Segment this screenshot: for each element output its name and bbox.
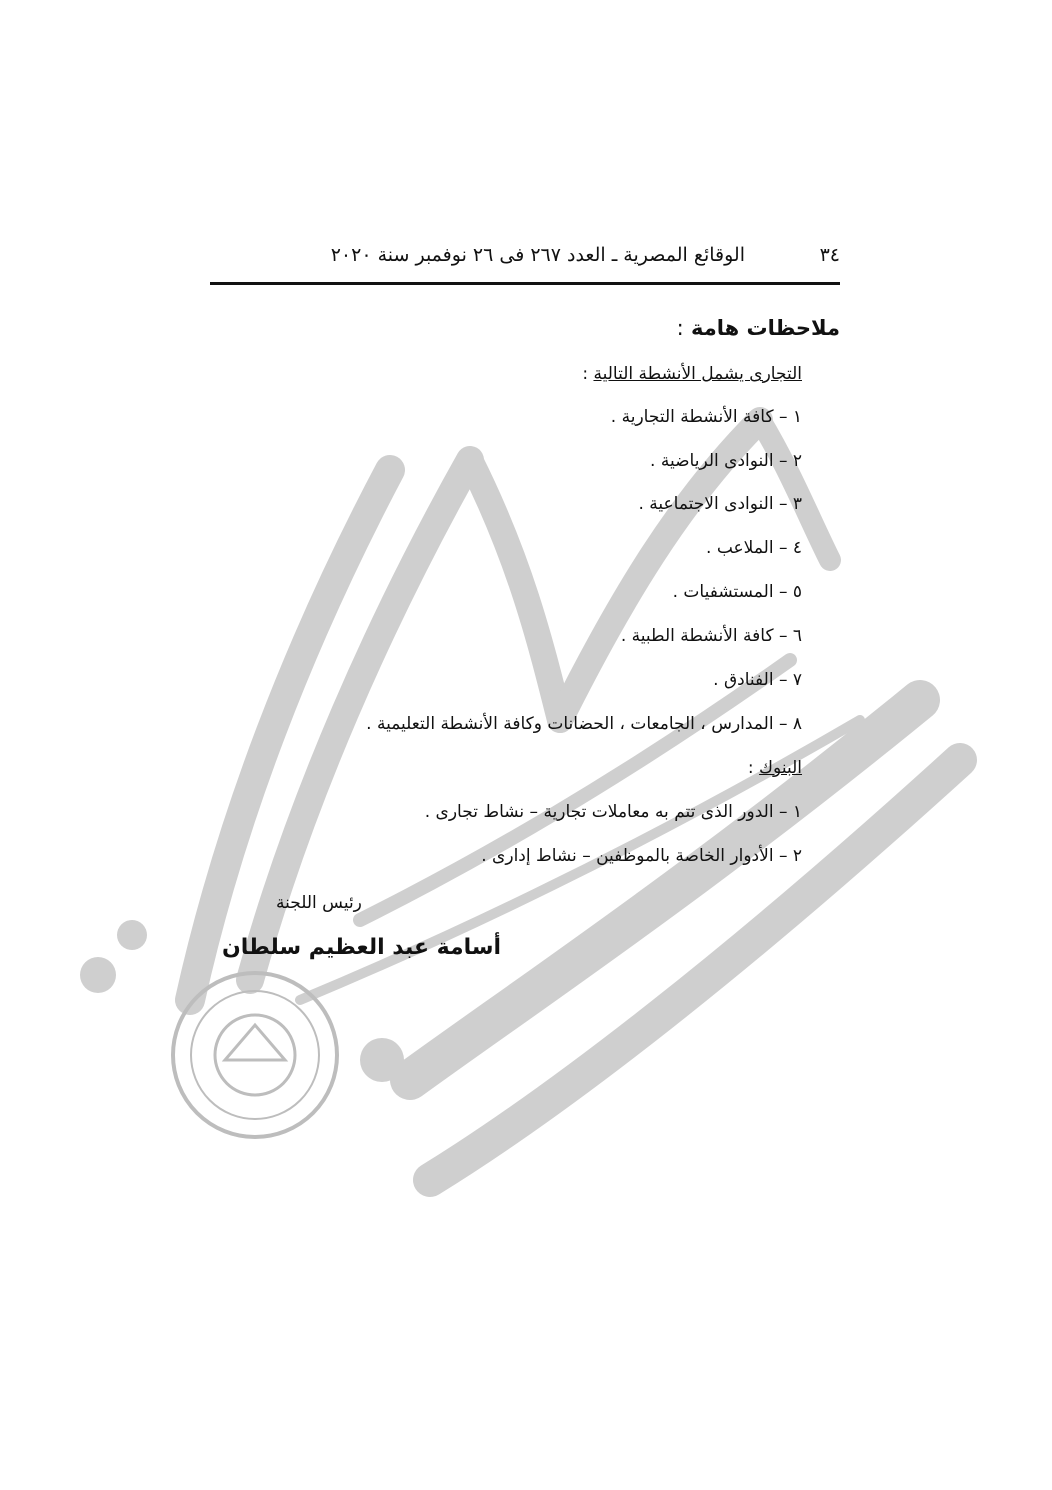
commercial-item: ١ – كافة الأنشطة التجارية . [610, 407, 802, 427]
gazette-header-title: الوقائع المصرية ـ العدد ٢٦٧ فى ٢٦ نوفمبر سنة ٢٠٢٠ [330, 244, 745, 266]
commercial-item: ٧ – الفنادق . [713, 670, 802, 690]
commercial-title-text: التجارى يشمل الأنشطة التالية [593, 364, 802, 384]
watermark-stroke [190, 470, 390, 1000]
seal-icon [173, 973, 337, 1137]
commercial-title-colon: : [582, 364, 589, 384]
commercial-item: ٨ – المدارس ، الجامعات ، الحضانات وكافة الأنشطة التعليمية . [366, 714, 802, 734]
watermark-dot [360, 1038, 404, 1082]
notes-heading-text: ملاحظات هامة [690, 316, 840, 340]
page-number: ٣٤ [819, 244, 840, 266]
watermark-dot [80, 957, 116, 993]
commercial-item: ٤ – الملاعب . [706, 538, 802, 558]
notes-heading [677, 316, 840, 340]
banks-title-text: البنوك [759, 758, 802, 778]
signature-name: أسامة عبد العظيم سلطان [222, 935, 502, 960]
header-rule [210, 282, 840, 285]
signature-title: رئيس اللجنة [276, 893, 362, 913]
banks-title-colon: : [747, 758, 754, 778]
commercial-item: ٦ – كافة الأنشطة الطبية . [620, 626, 802, 646]
banks-item: ٢ – الأدوار الخاصة بالموظفين – نشاط إدارى . [481, 846, 802, 866]
commercial-section-title [582, 364, 802, 384]
commercial-item: ٣ – النوادى الاجتماعية . [638, 494, 802, 514]
watermark-stroke [360, 660, 790, 920]
watermark-dot [117, 920, 147, 950]
page-header [210, 238, 840, 278]
banks-item: ١ – الدور الذى تتم به معاملات تجارية – نشاط تجارى . [424, 802, 802, 822]
watermark-stroke [470, 460, 560, 720]
commercial-item: ٢ – النوادى الرياضية . [650, 451, 802, 471]
banks-section-title [748, 758, 802, 778]
commercial-item: ٥ – المستشفيات . [672, 582, 802, 602]
watermark-stroke [410, 700, 920, 1080]
watermark-stroke [430, 760, 960, 1180]
notes-heading-colon: : [676, 316, 684, 340]
